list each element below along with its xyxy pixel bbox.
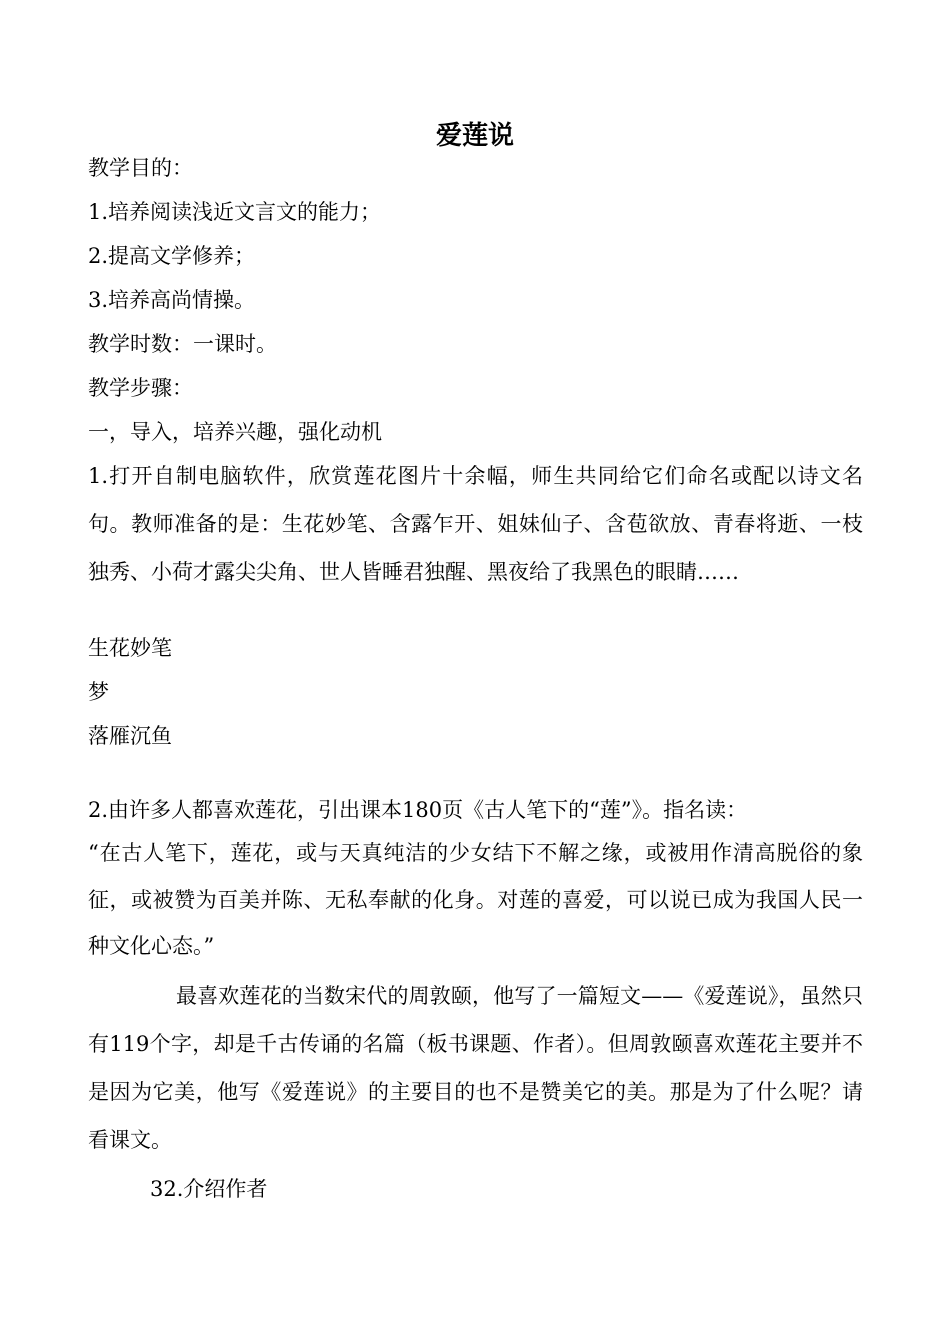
- objective-item-1: 1.培养阅读浅近文言文的能力；: [88, 200, 382, 224]
- step1-paragraph: 1.打开自制电脑软件，欣赏莲花图片十余幅，师生共同给它们命名或配以诗文名句。教师准备的是：生花妙笔、含露乍开、姐妹仙子、含苞欲放、青春将逝、一枝独秀、小荷才露尖尖角、世人皆睡君独醒、黑夜给了我黑色的眼睛……: [88, 464, 863, 584]
- objective-item-3: 3.培养高尚情操。: [88, 288, 256, 312]
- objective-item-2: 2.提高文学修养；: [88, 244, 256, 268]
- step2-paragraph: 最喜欢莲花的当数宋代的周敦颐，他写了一篇短文——《爱莲说》，虽然只有119个字，却是千古传诵的名篇（板书课题、作者）。但周敦颐喜欢莲花主要并不是因为它美，他写《爱莲说》的主要目的也不是赞美它的美。那是为了什么呢？请看课文。: [88, 984, 863, 1152]
- example-item-3: 落雁沉鱼: [88, 724, 172, 748]
- section-one-heading: 一，导入，培养兴趣，强化动机: [88, 420, 382, 444]
- example-item-2: 梦: [88, 680, 109, 704]
- teaching-hours: 教学时数：一课时。: [88, 332, 277, 356]
- step2-quote: “在古人笔下，莲花，或与天真纯洁的少女结下不解之缘，或被用作清高脱俗的象征，或被赞为百美并陈、无私奉献的化身。对莲的喜爱，可以说已成为我国人民一种文化心态。”: [88, 841, 863, 958]
- steps-heading: 教学步骤：: [88, 376, 193, 400]
- document-title: 爱莲说: [435, 121, 514, 151]
- example-item-1: 生花妙笔: [88, 636, 172, 660]
- step2-intro: 2.由许多人都喜欢莲花，引出课本180页《古人笔下的“莲”》。指名读：: [88, 798, 748, 822]
- objectives-heading: 教学目的：: [88, 156, 193, 180]
- step3-heading: 32.介绍作者: [150, 1177, 268, 1201]
